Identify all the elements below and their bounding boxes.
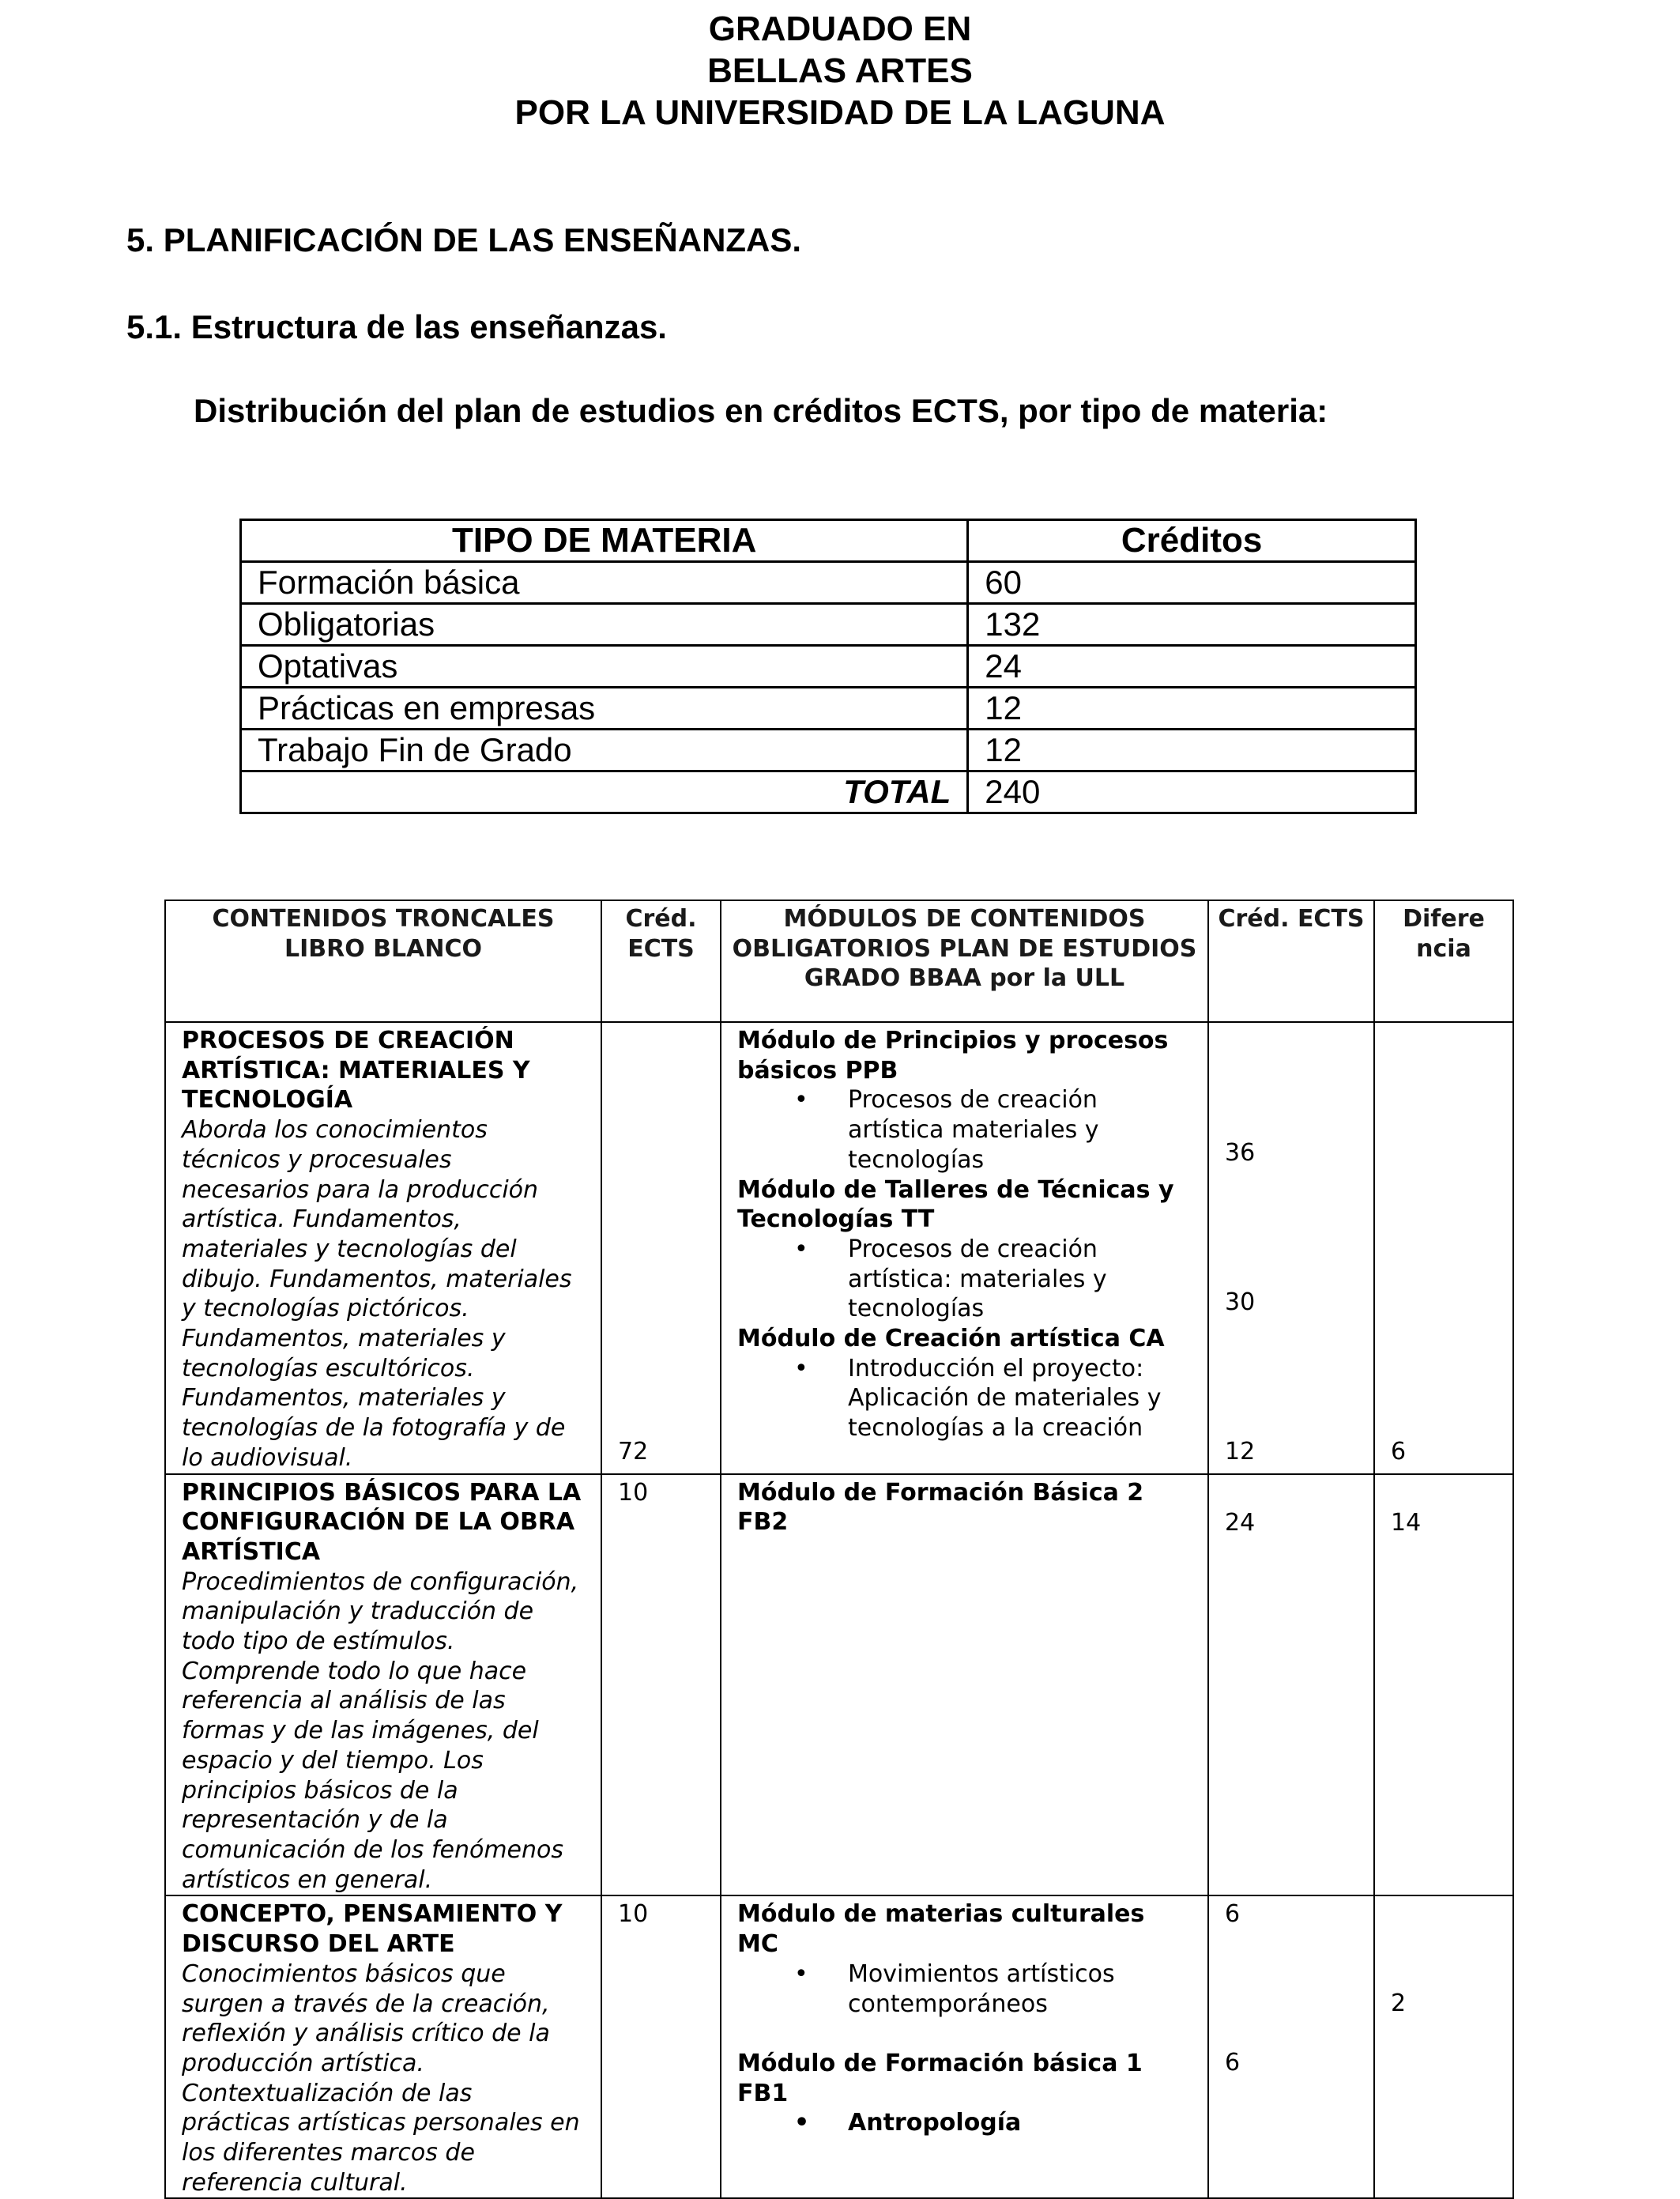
module-title: Módulo de Formación básica 1 FB1: [737, 2049, 1143, 2107]
module-items: [737, 1354, 1193, 1443]
module-code: TT: [901, 1205, 935, 1234]
creditos-cell: 60: [968, 562, 1416, 604]
module-items: [737, 2108, 1193, 2138]
module-title-text: Módulo de Creación artística: [737, 1325, 1129, 1353]
tipo-cell: Trabajo Fin de Grado: [241, 730, 968, 771]
header-diferencia-part-a: Difere: [1403, 905, 1485, 933]
header-line-3: POR LA UNIVERSIDAD DE LA LAGUNA: [514, 93, 1166, 132]
tipo-cell: Formación básica: [241, 562, 968, 604]
table-row: [241, 646, 1416, 688]
area-cell: [165, 1474, 601, 1896]
creditos-cell: 24: [968, 646, 1416, 688]
list-item: • Antropología: [848, 2108, 1193, 2138]
module-title-text: Módulo de Principios y procesos básicos: [737, 1027, 1169, 1084]
module-title: Módulo de Formación Básica 2 FB2: [721, 1474, 1208, 1896]
header-tipo: TIPO DE MATERIA: [241, 520, 968, 562]
ects-cell: [601, 1022, 721, 1474]
area-description: Aborda los conocimientos técnicos y procesuales necesarios para la producción artística. Fundamentos, materiales y tecnologías del dibujo. Fundamentos, materiales y tecnologías pictóricos. Fundamentos, materiales y tecnologías escultóricos. Fundamentos, materiales y tecnologías de la fotografía y de lo audiovisual.: [182, 1116, 572, 1472]
table-row: [241, 688, 1416, 730]
module-ects-value: 12: [1225, 1438, 1256, 1465]
diferencia-cell: [1374, 1022, 1513, 1474]
header-line-1: GRADUADO EN: [708, 9, 972, 48]
diferencia-value: 6: [1391, 1438, 1407, 1465]
module-ects-value: 30: [1225, 1288, 1256, 1316]
total-row: [241, 771, 1416, 813]
module-items: [737, 1085, 1193, 1175]
list-item: • Procesos de creación artística: materiales y tecnologías: [848, 1235, 1193, 1324]
table-row: [241, 604, 1416, 646]
table-row: [165, 1022, 1513, 1474]
header-modulos: MÓDULOS DE CONTENIDOS OBLIGATORIOS PLAN DE ESTUDIOS GRADO BBAA por la ULL: [721, 900, 1208, 1022]
module-ects-value: 36: [1225, 1139, 1256, 1167]
module-ects-value: 6: [1225, 1900, 1241, 1929]
creditos-cell: 12: [968, 730, 1416, 771]
header-ects-2: Créd. ECTS: [1208, 900, 1374, 1022]
area-cell: [165, 1022, 601, 1474]
modules-cell: [721, 1895, 1208, 2198]
creditos-cell: 132: [968, 604, 1416, 646]
ects-value: 72: [618, 1438, 649, 1465]
table-header-row: [241, 520, 1416, 562]
module-title: Módulo de materias culturales MC: [737, 1900, 1145, 1959]
list-item: • Introducción el proyecto: Aplicación de materiales y tecnologías a la creación: [848, 1354, 1193, 1443]
area-description: Procedimientos de configuración, manipulación y traducción de todo tipo de estímulos. Comprende todo lo que hace referencia al análisis de las formas y de las imágenes, del espacio y del tiempo. Los principios básicos de la representación y de la comunicación de los fenómenos artísticos en general.: [182, 1567, 579, 1894]
module-title: [737, 1324, 1193, 1354]
tipo-cell: Obligatorias: [241, 604, 968, 646]
module-ects-cell: [1208, 1022, 1374, 1474]
contents-table: [164, 900, 1514, 2199]
creditos-cell: 12: [968, 688, 1416, 730]
modules-cell: [721, 1022, 1208, 1474]
table-caption: Distribución del plan de estudios en créditos ECTS, por tipo de materia:: [194, 392, 1328, 429]
module-code: PPB: [845, 1056, 898, 1084]
module-ects-cell: [1208, 1895, 1374, 2198]
tipo-cell: Prácticas en empresas: [241, 688, 968, 730]
document-header: [0, 8, 1680, 134]
table-row: [241, 730, 1416, 771]
module-ects-cell: [1208, 1474, 1374, 1896]
tipo-cell: Optativas: [241, 646, 968, 688]
list-item: • Procesos de creación artística materiales y tecnologías: [848, 1085, 1193, 1175]
module-items: [737, 1235, 1193, 1324]
module-code: CA: [1128, 1325, 1165, 1353]
table-row: [165, 1895, 1513, 2198]
area-title: CONCEPTO, PENSAMIENTO Y DISCURSO DEL ARTE: [182, 1900, 563, 1959]
area-description: Conocimientos básicos que surgen a través de la creación, reflexión y análisis crítico de la producción artística. Contextualización de las prácticas artísticas personales en los diferentes marcos de referencia cultural.: [182, 1959, 580, 2197]
module-items: [737, 1959, 1193, 2019]
credits-table: [239, 519, 1417, 814]
table-row: [241, 562, 1416, 604]
ects-cell: 10: [601, 1895, 721, 2198]
diferencia-value: 2: [1391, 1990, 1407, 2018]
area-title: PROCESOS DE CREACIÓN ARTÍSTICA: MATERIALES Y TECNOLOGÍA: [182, 1027, 530, 1115]
module-ects-value: 24: [1225, 1508, 1256, 1537]
area-cell: [165, 1895, 601, 2198]
list-item: • Movimientos artísticos contemporáneos: [848, 1959, 1193, 2019]
area-title: PRINCIPIOS BÁSICOS PARA LA CONFIGURACIÓN DE LA OBRA ARTÍSTICA: [182, 1478, 582, 1566]
section-subtitle: 5.1. Estructura de las enseñanzas.: [126, 308, 667, 345]
total-label: TOTAL: [241, 771, 968, 813]
header-contenidos: CONTENIDOS TRONCALES LIBRO BLANCO: [165, 900, 601, 1022]
table-header-row: [165, 900, 1513, 1022]
diferencia-cell: [1374, 1895, 1513, 2198]
module-ects-value: 6: [1225, 2049, 1241, 2077]
ects-cell: 10: [601, 1474, 721, 1896]
header-line-2: BELLAS ARTES: [707, 51, 973, 90]
total-value: 240: [968, 771, 1416, 813]
header-ects-1: Créd. ECTS: [601, 900, 721, 1022]
section-title: 5. PLANIFICACIÓN DE LAS ENSEÑANZAS.: [126, 221, 802, 258]
module-title: [737, 1175, 1193, 1235]
header-diferencia-part-b: ncia: [1416, 934, 1471, 963]
diferencia-value: 14: [1391, 1508, 1422, 1537]
module-title-text: Módulo de Talleres de Técnicas y Tecnologías: [737, 1175, 1174, 1234]
header-creditos: Créditos: [968, 520, 1416, 562]
diferencia-cell: [1374, 1474, 1513, 1896]
table-row: [165, 1474, 1513, 1896]
header-diferencia: [1374, 900, 1513, 1022]
module-title: [737, 1026, 1193, 1085]
